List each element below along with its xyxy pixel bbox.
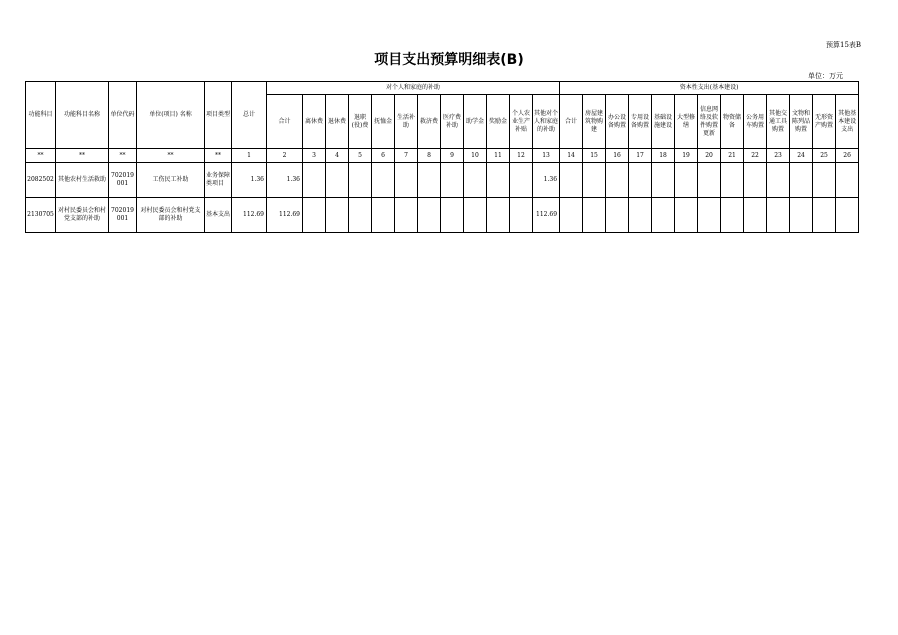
cell-other-personal: 112.69: [533, 198, 560, 233]
cell-empty: [813, 198, 836, 233]
cell-personal-total: 112.69: [267, 198, 303, 233]
column-number: 26: [836, 149, 859, 163]
column-number: 24: [790, 149, 813, 163]
header-capital-col: 公务用车购置: [744, 95, 767, 149]
column-number: 16: [606, 149, 629, 163]
cell-empty: [721, 198, 744, 233]
column-number: 14: [560, 149, 583, 163]
header-capital-col: 信息网络及软件购置更新: [698, 95, 721, 149]
column-number: 13: [533, 149, 560, 163]
table-row: [26, 163, 859, 198]
cell-empty: [606, 198, 629, 233]
group-header-capital: 资本性支出(基本建设): [560, 82, 859, 95]
column-number: 5: [349, 149, 372, 163]
cell-empty: [629, 198, 652, 233]
column-number: **: [26, 149, 56, 163]
cell-empty: [510, 163, 533, 198]
header-func-name: 功能科目名称: [56, 82, 109, 149]
column-number: 21: [721, 149, 744, 163]
cell-empty: [487, 163, 510, 198]
column-number: **: [205, 149, 232, 163]
header-project-type: 项目类型: [205, 82, 232, 149]
cell-empty: [767, 163, 790, 198]
header-personal-col: 助学金: [464, 95, 487, 149]
column-number: 12: [510, 149, 533, 163]
cell-total: 1.36: [232, 163, 267, 198]
budget-table: [25, 81, 859, 233]
cell-project-type: 基本支出: [205, 198, 232, 233]
cell-empty: [675, 163, 698, 198]
column-number-row: [26, 149, 859, 163]
cell-unit-code: 702019001: [109, 198, 137, 233]
column-number: 6: [372, 149, 395, 163]
cell-empty: [372, 163, 395, 198]
cell-unit-project-name: 对村民委员会和村党支部的补助: [137, 198, 205, 233]
column-number: 7: [395, 149, 418, 163]
header-personal-col: 离休费: [303, 95, 326, 149]
cell-empty: [583, 163, 606, 198]
cell-empty: [441, 163, 464, 198]
column-number: **: [109, 149, 137, 163]
cell-func-name: 对村民委员会和村党支部的补助: [56, 198, 109, 233]
column-number: 19: [675, 149, 698, 163]
header-capital-col: 房屋建筑物购建: [583, 95, 606, 149]
cell-empty: [767, 198, 790, 233]
header-capital-col: 专用设备购置: [629, 95, 652, 149]
cell-func-name: 其他农村生活救助: [56, 163, 109, 198]
cell-total: 112.69: [232, 198, 267, 233]
cell-empty: [510, 198, 533, 233]
cell-empty: [606, 163, 629, 198]
table-row: [26, 198, 859, 233]
cell-empty: [418, 198, 441, 233]
column-number: 15: [583, 149, 606, 163]
cell-empty: [349, 198, 372, 233]
header-capital-col: 物资储备: [721, 95, 744, 149]
cell-empty: [675, 198, 698, 233]
header-unit-project-name: 单位(项目) 名称: [137, 82, 205, 149]
cell-empty: [836, 163, 859, 198]
cell-empty: [464, 198, 487, 233]
header-personal-col: 医疗费补助: [441, 95, 464, 149]
cell-empty: [487, 198, 510, 233]
header-capital-col: 合计: [560, 95, 583, 149]
column-number: 4: [326, 149, 349, 163]
cell-other-personal: 1.36: [533, 163, 560, 198]
header-personal-col: 生活补助: [395, 95, 418, 149]
column-number: 11: [487, 149, 510, 163]
group-header-row: [26, 82, 859, 95]
header-capital-col: 文物和陈列品购置: [790, 95, 813, 149]
header-capital-col: 大型修缮: [675, 95, 698, 149]
cell-empty: [698, 198, 721, 233]
header-personal-col: 救济费: [418, 95, 441, 149]
page-title: 项目支出预算明细表(B): [374, 52, 524, 68]
column-number: 3: [303, 149, 326, 163]
header-personal-col: 其他对个人和家庭的补助: [533, 95, 560, 149]
column-number: 17: [629, 149, 652, 163]
cell-personal-total: 1.36: [267, 163, 303, 198]
header-unit-code: 单位代码: [109, 82, 137, 149]
cell-empty: [418, 163, 441, 198]
header-capital-col: 其他基本建设支出: [836, 95, 859, 149]
header-capital-col: 其他交通工具购置: [767, 95, 790, 149]
column-number: 25: [813, 149, 836, 163]
column-number: 2: [267, 149, 303, 163]
cell-empty: [652, 163, 675, 198]
column-number: 23: [767, 149, 790, 163]
column-number: 10: [464, 149, 487, 163]
column-number: **: [137, 149, 205, 163]
column-number: 9: [441, 149, 464, 163]
cell-empty: [629, 163, 652, 198]
cell-empty: [790, 198, 813, 233]
cell-empty: [395, 163, 418, 198]
cell-empty: [560, 198, 583, 233]
cell-unit-code: 702019001: [109, 163, 137, 198]
header-capital-col: 办公设备购置: [606, 95, 629, 149]
column-number: **: [56, 149, 109, 163]
cell-empty: [790, 163, 813, 198]
header-capital-col: 基础设施建设: [652, 95, 675, 149]
cell-empty: [813, 163, 836, 198]
header-personal-col: 奖励金: [487, 95, 510, 149]
column-number: 22: [744, 149, 767, 163]
cell-empty: [303, 198, 326, 233]
header-capital-col: 无形资产购置: [813, 95, 836, 149]
cell-empty: [303, 163, 326, 198]
header-personal-col: 退休费: [326, 95, 349, 149]
header-personal-col: 抚恤金: [372, 95, 395, 149]
cell-empty: [836, 198, 859, 233]
header-personal-col: 个人农业生产补贴: [510, 95, 533, 149]
cell-empty: [372, 198, 395, 233]
cell-empty: [698, 163, 721, 198]
column-number: 1: [232, 149, 267, 163]
header-func-code: 功能科目: [26, 82, 56, 149]
cell-empty: [349, 163, 372, 198]
cell-empty: [464, 163, 487, 198]
form-code: 预算15表B: [826, 41, 862, 49]
cell-project-type: 业务保障类项目: [205, 163, 232, 198]
cell-empty: [583, 198, 606, 233]
cell-empty: [744, 163, 767, 198]
cell-empty: [326, 198, 349, 233]
column-number: 18: [652, 149, 675, 163]
cell-unit-project-name: 工伤民工补助: [137, 163, 205, 198]
cell-empty: [652, 198, 675, 233]
cell-empty: [721, 163, 744, 198]
column-number: 8: [418, 149, 441, 163]
header-personal-col: 退职(役)费: [349, 95, 372, 149]
cell-empty: [441, 198, 464, 233]
cell-empty: [326, 163, 349, 198]
header-personal-col: 合计: [267, 95, 303, 149]
cell-empty: [560, 163, 583, 198]
cell-func-code: 2130705: [26, 198, 56, 233]
cell-empty: [744, 198, 767, 233]
cell-func-code: 2082502: [26, 163, 56, 198]
unit-label: 单位：万元: [808, 72, 843, 80]
column-number: 20: [698, 149, 721, 163]
cell-empty: [395, 198, 418, 233]
header-total: 总计: [232, 82, 267, 149]
group-header-personal: 对个人和家庭的补助: [267, 82, 560, 95]
